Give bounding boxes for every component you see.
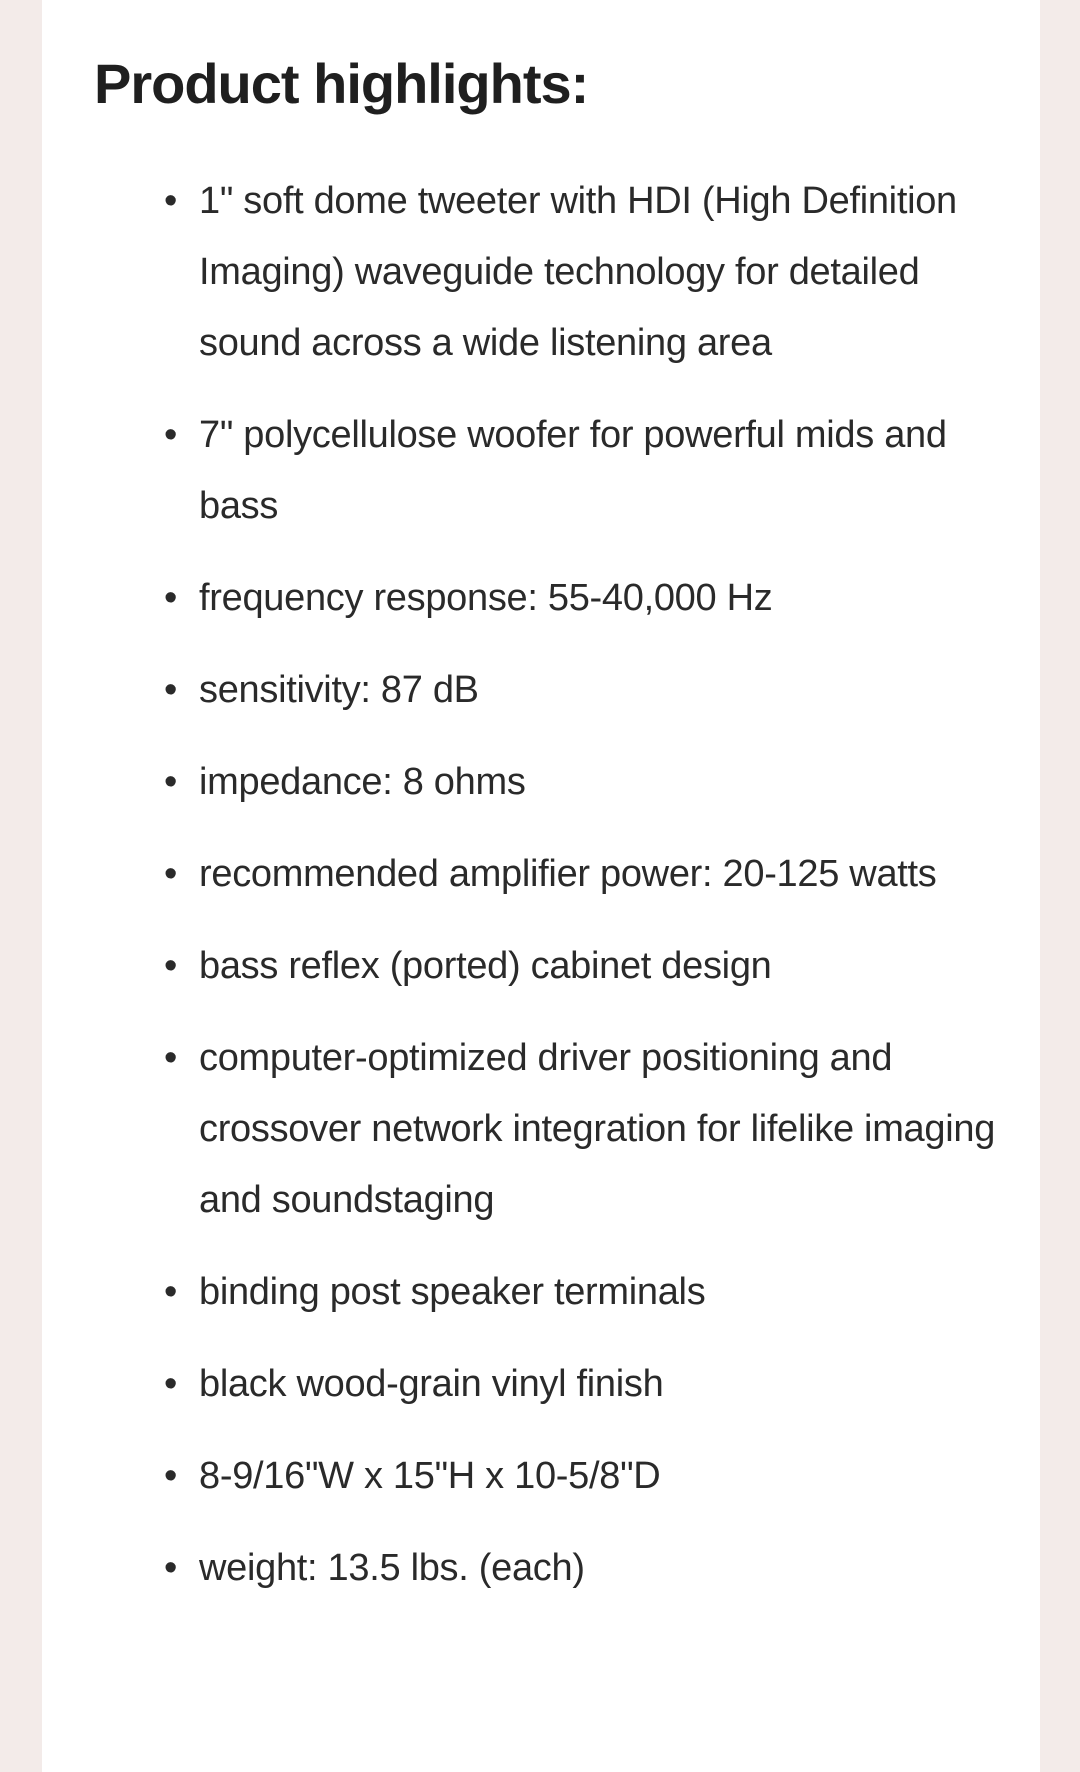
list-item <box>164 400 1004 542</box>
list-item <box>164 655 1004 726</box>
bullet-icon: • <box>164 1271 178 1313</box>
bullet-icon: • <box>164 1037 178 1079</box>
bullet-icon: • <box>164 1547 178 1589</box>
bullet-icon: • <box>164 180 178 222</box>
bullet-icon: • <box>164 945 178 987</box>
list-item <box>164 1533 1004 1604</box>
highlight-text: recommended amplifier power: 20-125 watts <box>199 853 937 895</box>
highlight-text: computer-optimized driver positioning and crossover network integration for lifelike imaging and soundstaging <box>199 1037 996 1221</box>
list-item <box>164 1257 1004 1328</box>
bullet-icon: • <box>164 1455 178 1497</box>
list-item <box>164 166 1004 379</box>
highlight-text: binding post speaker terminals <box>199 1271 706 1313</box>
highlight-text: 8-9/16"W x 15"H x 10-5/8"D <box>199 1455 661 1497</box>
list-item <box>164 563 1004 634</box>
highlight-text: sensitivity: 87 dB <box>199 669 479 711</box>
highlight-text: 1" soft dome tweeter with HDI (High Definition Imaging) waveguide technology for detailed sound across a wide listening area <box>199 180 957 364</box>
bullet-icon: • <box>164 1363 178 1405</box>
highlight-text: bass reflex (ported) cabinet design <box>199 945 772 987</box>
highlight-text: weight: 13.5 lbs. (each) <box>199 1547 585 1589</box>
bullet-icon: • <box>164 577 178 619</box>
list-item <box>164 1023 1004 1236</box>
section-heading: Product highlights: <box>94 52 589 115</box>
bullet-icon: • <box>164 669 178 711</box>
bullet-icon: • <box>164 414 178 456</box>
highlights-list <box>94 166 1004 1604</box>
list-item <box>164 747 1004 818</box>
bullet-icon: • <box>164 853 178 895</box>
bullet-icon: • <box>164 761 178 803</box>
list-item <box>164 839 1004 910</box>
list-item <box>164 931 1004 1002</box>
product-highlights-card <box>42 0 1040 1772</box>
highlight-text: 7" polycellulose woofer for powerful mids and bass <box>199 414 947 527</box>
list-item <box>164 1441 1004 1512</box>
highlight-text: frequency response: 55-40,000 Hz <box>199 577 773 619</box>
highlight-text: black wood-grain vinyl finish <box>199 1363 664 1405</box>
highlight-text: impedance: 8 ohms <box>199 761 526 803</box>
list-item <box>164 1349 1004 1420</box>
